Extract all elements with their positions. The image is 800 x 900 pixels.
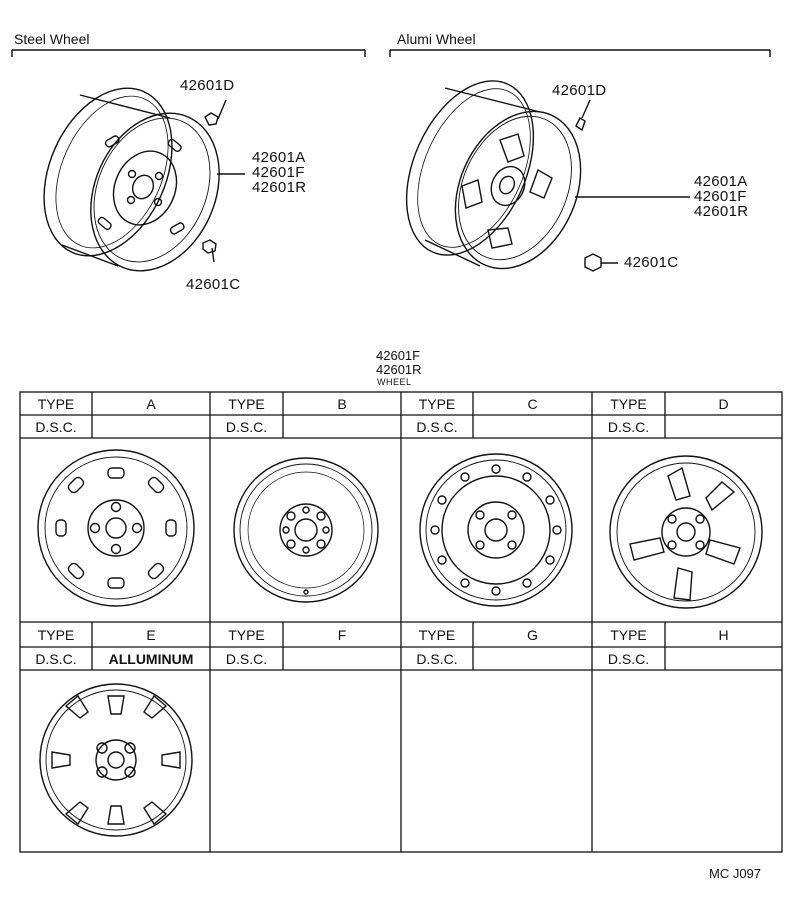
wheel-type-e-drawing	[40, 684, 192, 836]
steel-part-42601r: 42601R	[252, 179, 307, 196]
wheel-type-b-drawing	[234, 458, 378, 602]
dsc-value-b	[283, 415, 401, 438]
alumi-part-42601a: 42601A	[694, 173, 748, 190]
type-label-f: TYPE	[228, 626, 265, 643]
alumi-wheel-title: Alumi Wheel	[397, 31, 476, 47]
alumi-part-42601r: 42601R	[694, 203, 749, 220]
type-value-a: A	[146, 395, 156, 412]
dsc-value-a	[92, 415, 210, 438]
alumi-section-rule	[390, 50, 770, 57]
type-label-b: TYPE	[228, 395, 265, 412]
alumi-part-42601f: 42601F	[694, 188, 747, 205]
steel-wheel-title: Steel Wheel	[14, 31, 90, 47]
type-value-f: F	[337, 626, 347, 643]
type-value-h: H	[718, 626, 729, 643]
wheel-type-d-drawing	[610, 456, 762, 608]
steel-wheel-drawing	[19, 68, 245, 291]
table-caption-42601f: 42601F	[376, 348, 421, 363]
alumi-part-42601c: 42601C	[624, 254, 679, 271]
steel-part-42601c: 42601C	[186, 276, 241, 293]
dsc-label-c: D.S.C.	[416, 418, 458, 435]
dsc-label-g: D.S.C.	[416, 650, 458, 667]
dsc-value-e: ALLUMINUM	[108, 650, 194, 667]
type-label-d: TYPE	[610, 395, 647, 412]
type-value-d: D	[718, 395, 729, 412]
type-value-e: E	[146, 626, 156, 643]
alumi-part-42601d: 42601D	[552, 82, 607, 99]
dsc-label-h: D.S.C.	[607, 650, 650, 667]
dsc-value-d	[665, 415, 782, 438]
type-value-c: C	[527, 395, 538, 412]
type-label-g: TYPE	[418, 626, 456, 643]
type-label-h: TYPE	[610, 626, 647, 643]
dsc-value-h	[665, 647, 782, 670]
dsc-value-c	[473, 415, 592, 438]
type-label-e: TYPE	[37, 626, 75, 643]
type-value-g: G	[527, 626, 538, 643]
dsc-label-e: D.S.C.	[35, 650, 77, 667]
dsc-value-f	[283, 647, 401, 670]
type-value-b: B	[337, 395, 347, 412]
wheel-type-a-drawing	[38, 450, 194, 606]
table-caption-wheel: WHEEL	[377, 377, 412, 387]
dsc-label-b: D.S.C.	[225, 418, 268, 435]
steel-part-42601f: 42601F	[252, 164, 305, 181]
dsc-label-f: D.S.C.	[225, 650, 268, 667]
steel-section-rule	[12, 50, 365, 57]
steel-part-42601a: 42601A	[252, 149, 306, 166]
dsc-label-d: D.S.C.	[607, 418, 650, 435]
type-label-a: TYPE	[37, 395, 75, 412]
wheel-type-c-drawing	[420, 454, 572, 606]
dsc-value-g	[473, 647, 592, 670]
dsc-label-a: D.S.C.	[35, 418, 77, 435]
table-caption-42601r: 42601R	[376, 362, 422, 377]
type-label-c: TYPE	[418, 395, 456, 412]
drawing-code: MC J097	[709, 866, 762, 881]
steel-part-42601d: 42601D	[180, 77, 235, 94]
